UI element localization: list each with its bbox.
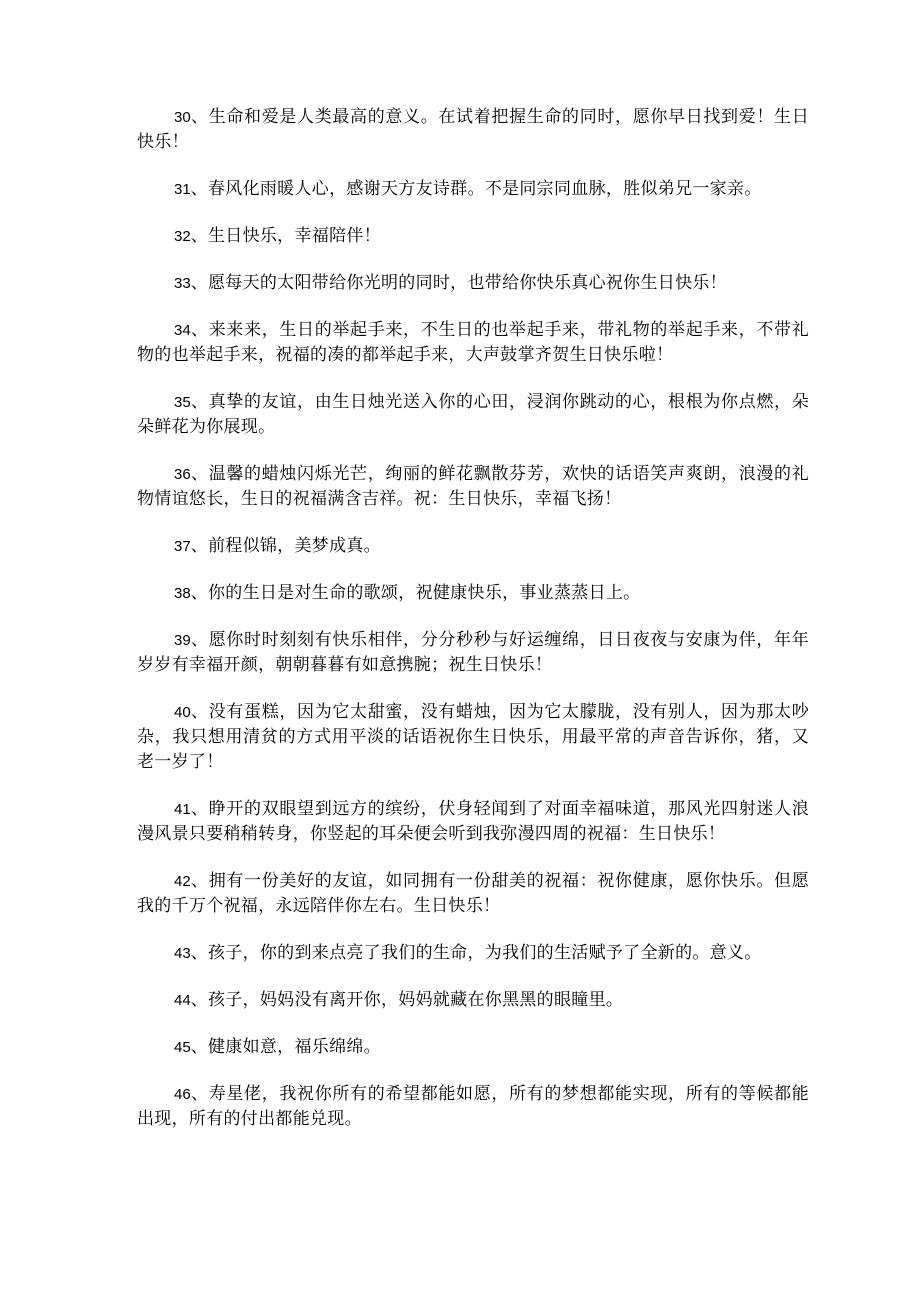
item-number: 39 xyxy=(174,632,191,649)
item-number: 41 xyxy=(174,801,191,818)
item-number: 32 xyxy=(174,228,191,245)
wish-item-40 xyxy=(137,700,809,775)
item-text: 、真挚的友谊，由生日烛光送入你的心田，浸润你跳动的心，根根为你点燃，朵朵鲜花为你展现。 xyxy=(137,392,809,437)
wish-item-34 xyxy=(137,318,809,368)
item-text: 、生命和爱是人类最高的意义。在试着把握生命的同时，愿你早日找到爱！生日快乐！ xyxy=(137,107,809,152)
wish-item-41 xyxy=(137,797,809,847)
wish-item-35 xyxy=(137,390,809,440)
item-text: 、生日快乐，幸福陪伴！ xyxy=(190,226,381,246)
wish-item-44 xyxy=(137,988,809,1013)
item-number: 36 xyxy=(174,466,191,483)
item-number: 37 xyxy=(174,538,191,555)
wish-item-36 xyxy=(137,462,809,512)
item-text: 、温馨的蜡烛闪烁光芒，绚丽的鲜花飘散芬芳，欢快的话语笑声爽朗，浪漫的礼物情谊悠长，生日的祝福满含吉祥。祝：生日快乐，幸福飞扬！ xyxy=(137,464,809,509)
wish-item-31 xyxy=(137,177,809,202)
item-text: 、孩子，妈妈没有离开你，妈妈就藏在你黑黑的眼瞳里。 xyxy=(190,990,624,1010)
item-number: 30 xyxy=(174,109,191,126)
wish-item-45 xyxy=(137,1035,809,1060)
item-number: 33 xyxy=(174,275,191,292)
wish-item-38 xyxy=(137,581,809,606)
wish-item-46 xyxy=(137,1082,809,1132)
wish-item-30 xyxy=(137,105,809,155)
wish-item-32 xyxy=(137,224,809,249)
item-text: 、愿每天的太阳带给你光明的同时，也带给你快乐真心祝你生日快乐！ xyxy=(190,273,727,293)
item-text: 、愿你时时刻刻有快乐相伴，分分秒秒与好运缠绵，日日夜夜与安康为伴，年年岁岁有幸福开颜，朝朝暮暮有如意携腕；祝生日快乐！ xyxy=(137,630,809,675)
item-text: 、前程似锦，美梦成真。 xyxy=(190,536,381,556)
wish-item-39 xyxy=(137,628,809,678)
item-number: 42 xyxy=(174,873,191,890)
item-text: 、春风化雨暖人心，感谢天方友诗群。不是同宗同血脉，胜似弟兄一家亲。 xyxy=(190,179,762,199)
item-text: 、拥有一份美好的友谊，如同拥有一份甜美的祝福：祝你健康，愿你快乐。但愿我的千万个祝福，永远陪伴你左右。生日快乐！ xyxy=(137,871,809,916)
wish-item-33 xyxy=(137,271,809,296)
item-number: 40 xyxy=(174,704,191,721)
item-number: 31 xyxy=(174,181,191,198)
wish-item-43 xyxy=(137,941,809,966)
item-number: 43 xyxy=(174,945,191,962)
wish-item-37 xyxy=(137,534,809,559)
document-page xyxy=(137,105,809,1154)
item-number: 44 xyxy=(174,992,191,1009)
item-text: 、孩子，你的到来点亮了我们的生命，为我们的生活赋予了全新的。意义。 xyxy=(190,943,762,963)
wish-item-42 xyxy=(137,869,809,919)
item-text: 、健康如意，福乐绵绵。 xyxy=(190,1037,381,1057)
item-number: 34 xyxy=(174,322,191,339)
item-text: 、寿星佬，我祝你所有的希望都能如愿，所有的梦想都能实现，所有的等候都能出现，所有的付出都能兑现。 xyxy=(137,1084,809,1129)
item-text: 、没有蛋糕，因为它太甜蜜，没有蜡烛，因为它太朦胧，没有别人，因为那太吵杂，我只想用清贫的方式用平淡的话语祝你生日快乐，用最平常的声音告诉你，猪，又老一岁了！ xyxy=(137,702,809,772)
item-number: 46 xyxy=(174,1086,191,1103)
item-text: 、睁开的双眼望到远方的缤纷，伏身轻闻到了对面幸福味道，那风光四射迷人浪漫风景只要稍稍转身，你竖起的耳朵便会听到我弥漫四周的祝福：生日快乐！ xyxy=(137,799,809,844)
item-number: 35 xyxy=(174,394,191,411)
item-text: 、你的生日是对生命的歌颂，祝健康快乐，事业蒸蒸日上。 xyxy=(190,583,641,603)
item-number: 45 xyxy=(174,1039,191,1056)
item-text: 、来来来，生日的举起手来，不生日的也举起手来，带礼物的举起手来，不带礼物的也举起手来，祝福的凑的都举起手来，大声鼓掌齐贺生日快乐啦！ xyxy=(137,320,809,365)
item-number: 38 xyxy=(174,585,191,602)
